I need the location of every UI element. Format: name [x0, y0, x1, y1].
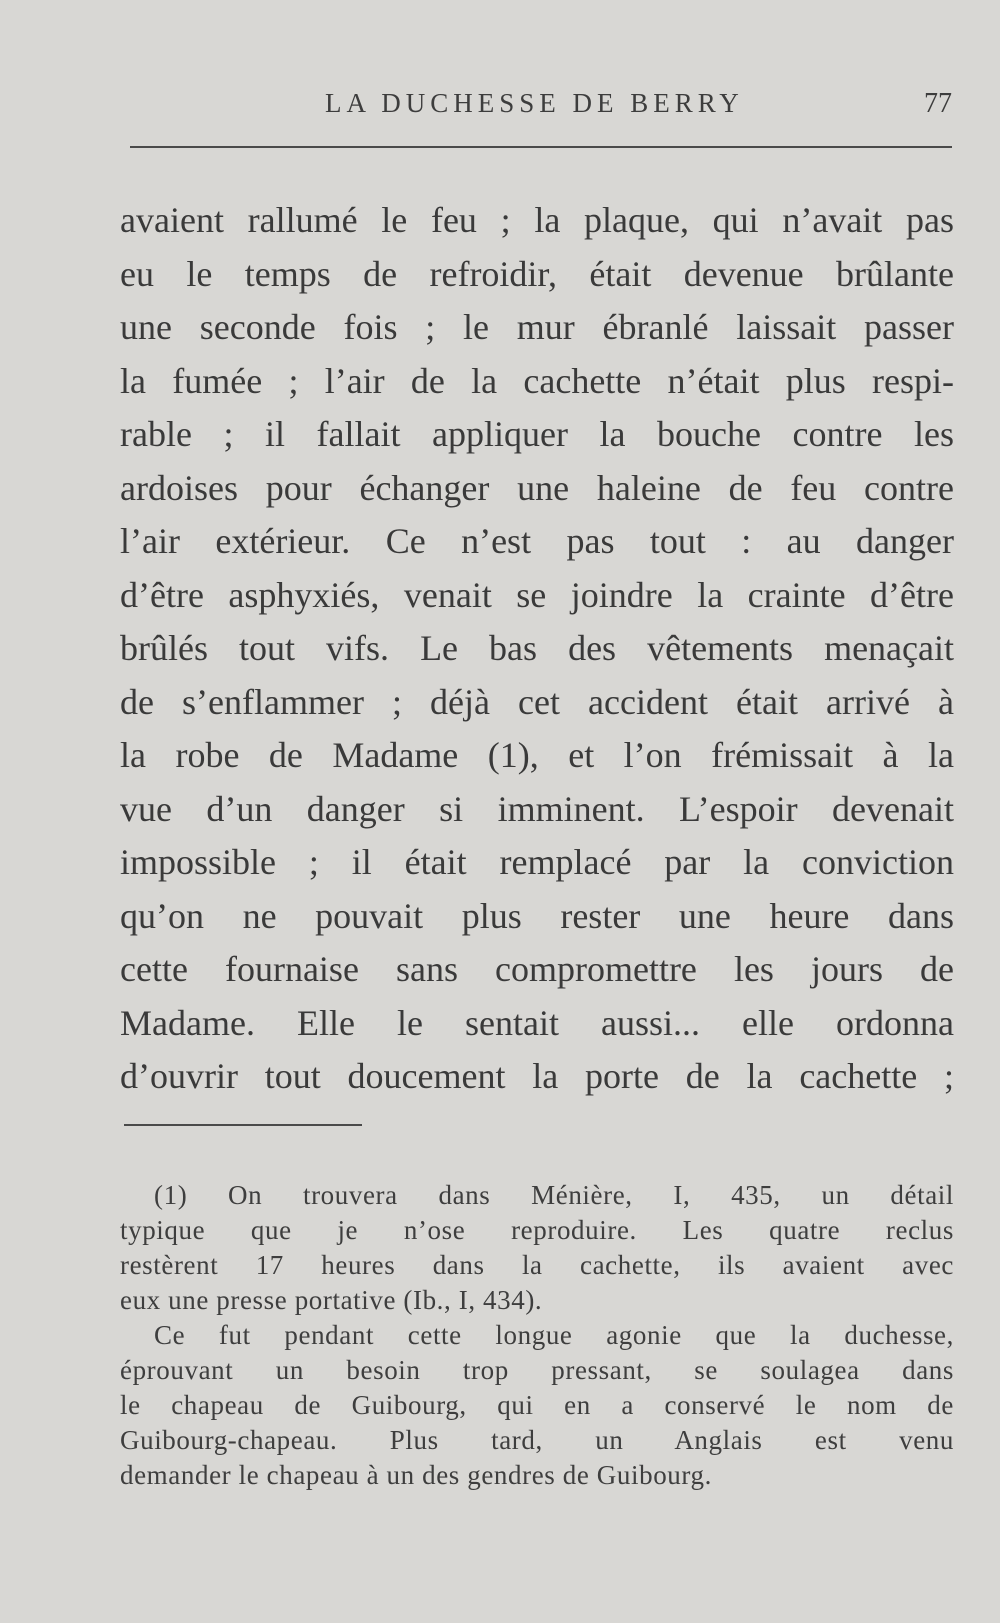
page-header: [130, 88, 952, 128]
text-line: d’ouvrir tout doucement la porte de la cachette ;: [120, 1056, 954, 1096]
text-line: la fumée ; l’air de la cachette n’était plus respi-: [120, 360, 954, 401]
footnote-line: restèrent 17 heures dans la cachette, ils avaient avec: [120, 1250, 954, 1280]
running-title: LA DUCHESSE DE BERRY: [325, 88, 744, 118]
footnote-line: Ce fut pendant cette longue agonie que la duchesse,: [154, 1320, 954, 1350]
text-line: impossible ; il était remplacé par la conviction: [120, 842, 954, 882]
text-line: ardoises pour échanger une haleine de feu contre: [120, 467, 954, 508]
footnote-rule: [124, 1124, 362, 1126]
text-line: l’air extérieur. Ce n’est pas tout : au danger: [120, 521, 954, 561]
footnote-line: Guibourg-chapeau. Plus tard, un Anglais est venu: [120, 1425, 954, 1455]
text-line: Madame. Elle le sentait aussi... elle ordonna: [120, 1002, 954, 1043]
text-line: eu le temps de refroidir, était devenue brûlante: [120, 253, 954, 294]
header-rule: [130, 146, 952, 148]
text-line: de s’enflammer ; déjà cet accident était arrivé à: [120, 681, 954, 722]
footnote-line: typique que je n’ose reproduire. Les quatre reclus: [120, 1215, 954, 1245]
text-line: d’être asphyxiés, venait se joindre la crainte d’être: [120, 574, 954, 615]
main-text: [120, 194, 954, 1104]
footnotes: [120, 1178, 954, 1493]
text-line: avaient rallumé le feu ; la plaque, qui n’avait pas: [120, 200, 954, 240]
footnote-line: éprouvant un besoin trop pressant, se soulagea dans: [120, 1355, 954, 1385]
text-line: rable ; il fallait appliquer la bouche contre les: [120, 414, 954, 454]
footnote-line: demander le chapeau à un des gendres de Guibourg.: [120, 1460, 712, 1490]
text-line: qu’on ne pouvait plus rester une heure dans: [120, 895, 954, 936]
text-line: une seconde fois ; le mur ébranlé laissait passer: [120, 307, 954, 347]
footnote-line: (1) On trouvera dans Ménière, I, 435, un détail: [154, 1180, 954, 1210]
text-line: la robe de Madame (1), et l’on frémissait à la: [120, 735, 954, 775]
text-line: vue d’un danger si imminent. L’espoir devenait: [120, 788, 954, 829]
text-line: brûlés tout vifs. Le bas des vêtements menaçait: [120, 628, 954, 668]
page-number: 77: [924, 88, 952, 119]
footnote-line: eux une presse portative (Ib., I, 434).: [120, 1285, 543, 1315]
footnote-line: le chapeau de Guibourg, qui en a conservé le nom de: [120, 1390, 954, 1420]
text-line: cette fournaise sans compromettre les jours de: [120, 949, 954, 989]
